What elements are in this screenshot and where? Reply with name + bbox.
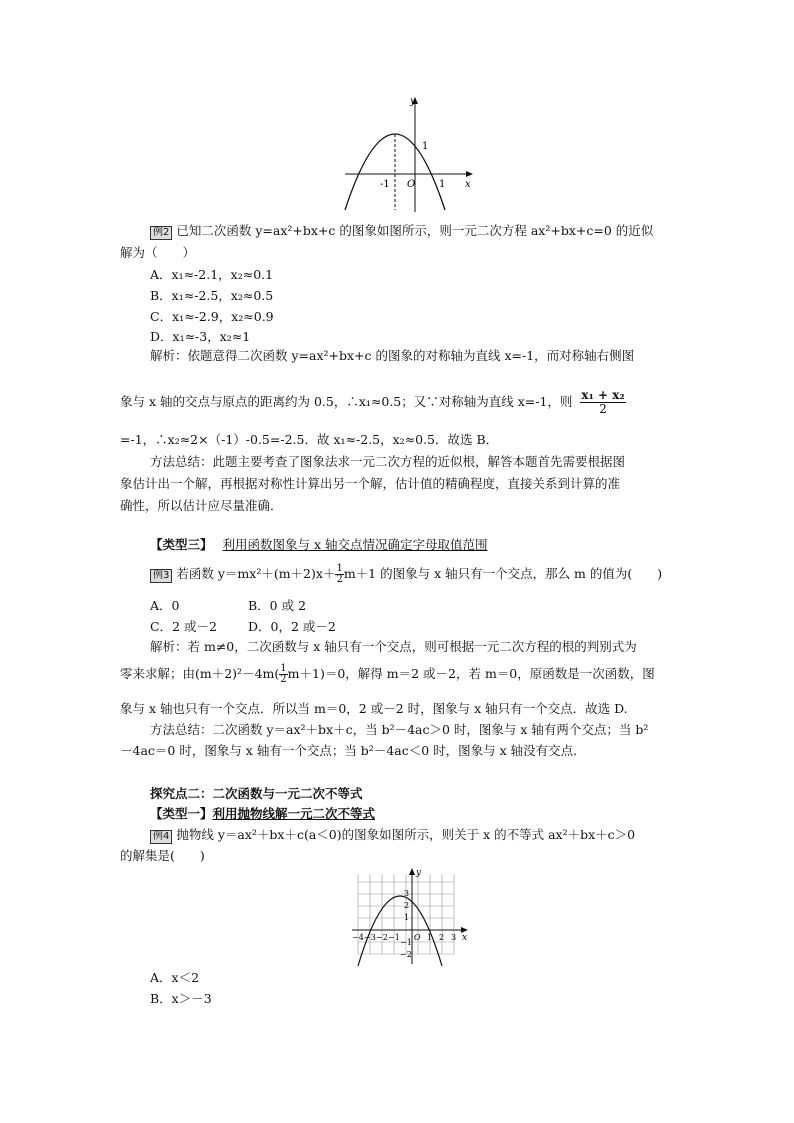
fig2-y-tick-m1: −1 [400, 938, 412, 947]
ex2-option-c: C．x₁≈-2.9，x₂≈0.9 [150, 309, 274, 324]
ex3-badge: 例3 [150, 569, 172, 583]
ex3-frac-den: 2 [336, 574, 343, 585]
ex2-frac-den: 2 [599, 402, 607, 416]
ex3-stem-b: m＋1 的图象与 x 轴只有一个交点，那么 m 的值为( ) [343, 566, 663, 581]
ex2-stem-line2: 解为（ ） [120, 245, 196, 260]
ex2-summary-line3: 确性，所以估计应尽量准确． [120, 498, 283, 513]
ex4-stem-line1 [150, 826, 635, 844]
ex2-badge: 例2 [150, 226, 172, 240]
ex2-option-b: B．x₁≈-2.5，x₂≈0.5 [150, 288, 274, 303]
ex4-stem-line2: 的解集是( ) [120, 848, 205, 863]
fig1-origin: O [407, 179, 416, 190]
ex2-analysis-line2 [120, 389, 626, 416]
ex2-stem-line1 [150, 222, 653, 240]
type3-title: 利用函数图象与 x 轴交点情况确定字母取值范围 [222, 537, 488, 552]
fig2-x-tick-m1: −1 [388, 933, 400, 942]
ex2-option-a: A．x₁≈-2.1，x₂≈0.1 [150, 267, 274, 282]
ex3-summary-line1: 方法总结：二次函数 y＝ax²＋bx＋c，当 b²－4ac＞0 时，图象与 x 轴有两个交点；当 b² [150, 722, 649, 737]
ex2-fraction [580, 389, 625, 416]
ex3-analysis-line1: 解析：若 m≠0，二次函数与 x 轴只有一个交点，则可根据一元二次方程的根的判别式为 [150, 639, 637, 654]
fig1-tick-1: 1 [439, 179, 446, 190]
ex4-stem-text: 抛物线 y＝ax²＋bx＋c(a＜0)的图象如图所示，则关于 x 的不等式 ax²＋bx＋c＞0 [176, 827, 636, 842]
parabola-figure-1 [340, 92, 480, 217]
ex3-analysis-2b: m＋1)＝0，解得 m＝2 或－2，若 m＝0，原函数是一次函数，图 [287, 666, 655, 681]
fig2-y-label: y [416, 868, 422, 878]
type3-label: 【类型三】 [150, 537, 213, 552]
ex2-summary-line2: 象估计出一个解，再根据对称性计算出另一个解，估计值的精确程度，直接关系到计算的准 [120, 476, 621, 491]
fig2-origin: O [414, 933, 421, 942]
ex3-fraction [335, 564, 343, 585]
ex3-option-a: A．0 [150, 598, 180, 613]
ex2-summary-line1: 方法总结：此题主要考查了图象法求一元二次方程的近似根，解答本题首先需要根据图 [150, 454, 626, 469]
ex4-badge: 例4 [150, 830, 172, 844]
fig2-y-tick-m2: −2 [400, 950, 412, 959]
ex2-analysis-line3: =-1，∴x₂≈2×（-1）-0.5=-2.5．故 x₁≈-2.5，x₂≈0.5．故选 B． [120, 432, 499, 447]
ex3-stem [150, 564, 662, 585]
ex4-option-a: A．x＜2 [150, 970, 200, 985]
section2-title: 探究点二：二次函数与一元二次不等式 [150, 786, 363, 801]
ex4-option-b: B．x＞－3 [150, 991, 212, 1006]
ex3-option-c: C．2 或－2 [150, 619, 217, 634]
ex3-analysis-line2 [120, 664, 655, 685]
fig2-x-tick-2: 2 [439, 933, 445, 942]
ex2-option-d: D．x₁≈-3，x₂≈1 [150, 329, 251, 344]
section2-type1-heading [150, 805, 375, 823]
ex3-analysis-line3: 象与 x 轴也只有一个交点．所以当 m＝0，2 或－2 时，图象与 x 轴只有一个交点．故选 D. [120, 701, 628, 716]
ex3-stem-a: 若函数 y＝mx²＋(m＋2)x＋ [176, 566, 336, 581]
fig2-x-tick-m2: −2 [376, 933, 388, 942]
fig2-x-tick-1: 1 [427, 933, 433, 942]
fig1-x-label: x [465, 179, 471, 190]
fig2-y-tick-3: 3 [404, 889, 410, 898]
ex3-analysis-2a: 零来求解；由(m＋2)²－4m( [120, 666, 280, 681]
fig1-tick-neg1: -1 [380, 179, 390, 190]
ex3-option-d: D．0，2 或－2 [248, 619, 336, 634]
ex3-ana-frac-den: 2 [280, 674, 287, 685]
type3-heading [150, 536, 488, 554]
parabola-figure-2 [350, 866, 475, 966]
fig1-y-label: y [410, 96, 416, 107]
ex3-frac-num: 1 [336, 563, 343, 574]
fig1-tick-y1: 1 [422, 141, 429, 152]
section2-type1-title: 利用抛物线解一元二次不等式 [212, 806, 376, 821]
ex2-frac-num: x₁ + x₂ [581, 388, 625, 402]
ex3-option-b: B．0 或 2 [248, 598, 307, 613]
ex2-analysis-text: 象与 x 轴的交点与原点的距离约为 0.5，∴x₁≈0.5；又∵对称轴为直线 x=-1，则 [120, 394, 573, 409]
fig2-x-label: x [462, 933, 468, 943]
ex3-analysis-fraction [279, 664, 287, 685]
fig2-x-tick-m4: −4 [352, 933, 364, 942]
section2-type1-label: 【类型一】 [150, 806, 213, 821]
ex3-summary-line2: －4ac＝0 时，图象与 x 轴有一个交点；当 b²－4ac＜0 时，图象与 x 轴没有交点． [120, 743, 586, 758]
fig2-y-tick-1: 1 [404, 913, 410, 922]
ex3-ana-frac-num: 1 [280, 663, 287, 674]
fig2-x-tick-3: 3 [451, 933, 457, 942]
ex2-analysis-line1: 解析：依题意得二次函数 y=ax²+bx+c 的图象的对称轴为直线 x=-1，而对称轴右侧图 [150, 348, 635, 363]
ex2-stem-text: 已知二次函数 y=ax²+bx+c 的图象如图所示，则一元二次方程 ax²+bx+c=0 的近似 [176, 223, 654, 238]
fig2-y-tick-2: 2 [404, 901, 410, 910]
fig2-x-tick-m3: −3 [364, 933, 376, 942]
